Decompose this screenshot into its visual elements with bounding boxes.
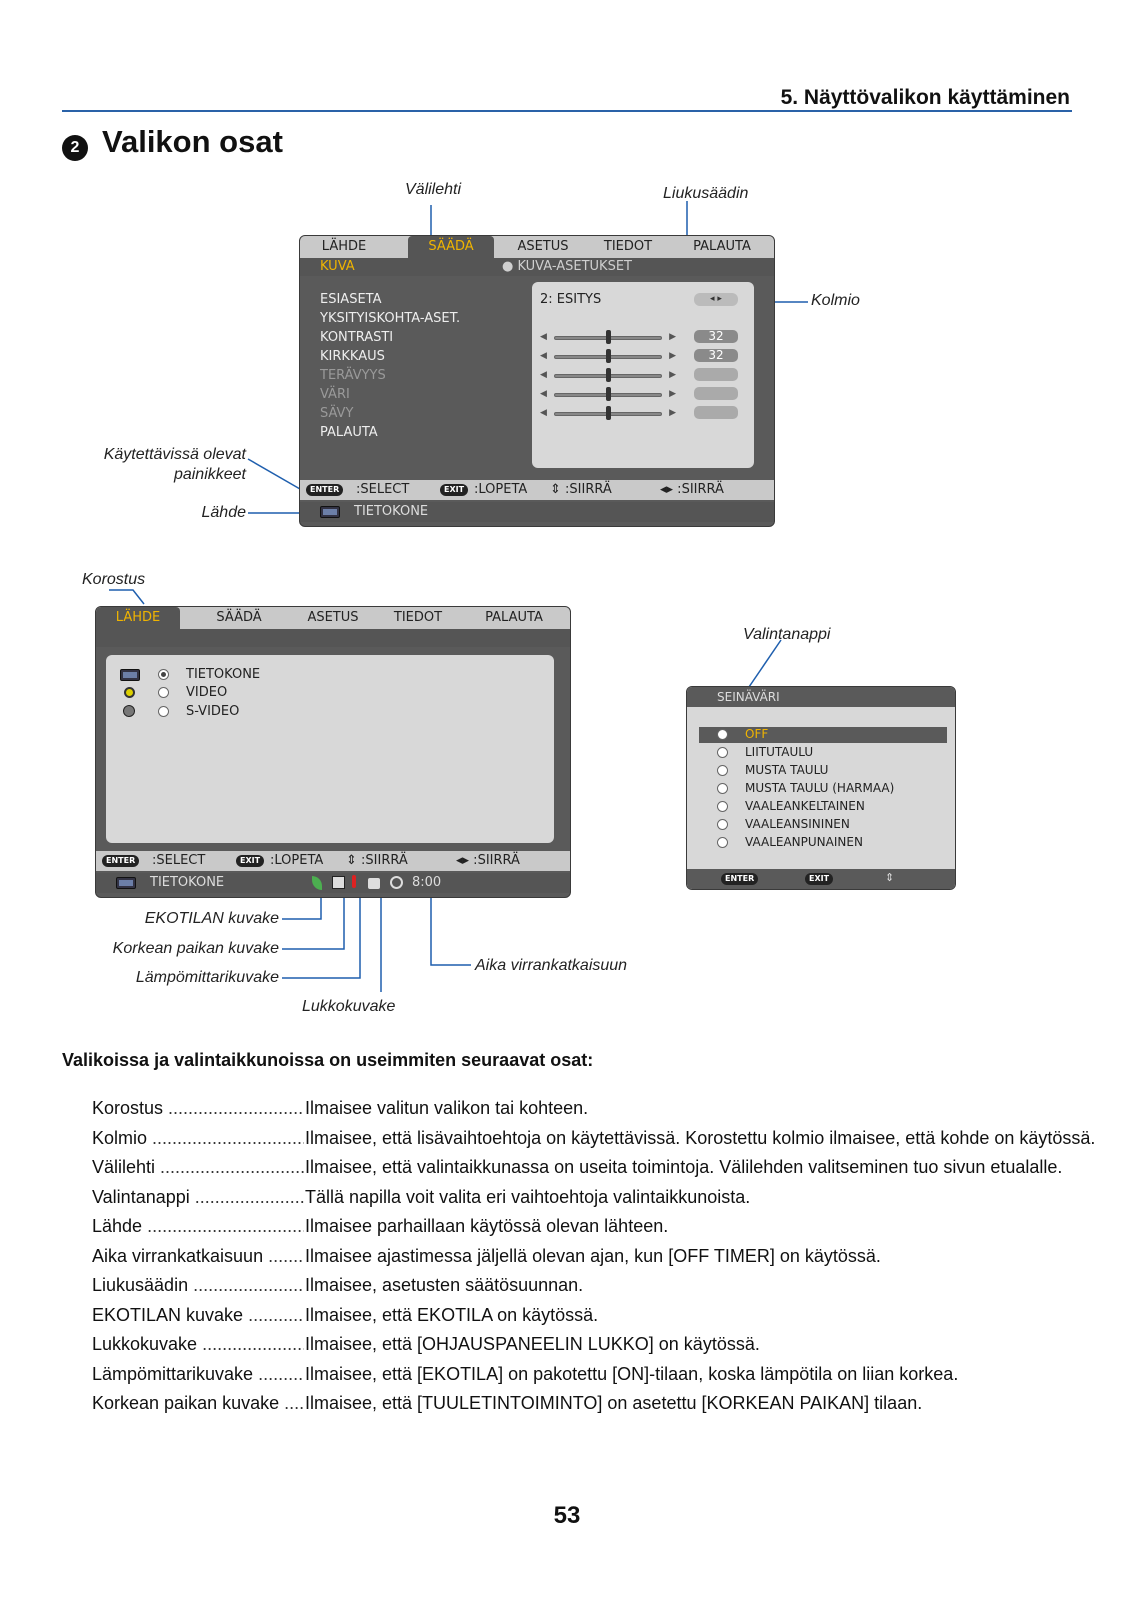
enter-key-icon: ENTER <box>306 484 343 496</box>
definition-desc: Ilmaisee, että lisävaihtoehtoja on käytettävissä. Korostettu kolmio ilmaisee, että kohde on käytössä. <box>305 1124 1095 1154</box>
tab-lahde[interactable]: LÄHDE <box>96 607 180 629</box>
menu2-button-bar <box>96 851 570 871</box>
dialog-button-bar <box>687 869 955 889</box>
definition-term: Lukkokuvake ..... <box>92 1330 304 1360</box>
menu-saada <box>299 235 775 527</box>
select-hint: :SELECT <box>152 853 206 868</box>
tab-saada[interactable]: SÄÄDÄ <box>216 610 262 625</box>
source-name: TIETOKONE <box>354 504 429 519</box>
radio-vaaleanpunainen[interactable] <box>717 837 728 848</box>
source-video[interactable]: VIDEO <box>186 685 228 700</box>
menu-lahde <box>95 606 571 898</box>
radio-svideo[interactable] <box>158 706 169 717</box>
item-savy: SÄVY <box>320 406 354 421</box>
triangle-selector-icon[interactable]: ◂ ▸ <box>694 293 738 306</box>
option-vaaleankeltainen[interactable]: VAALEANKELTAINEN <box>745 799 865 813</box>
dialog-seinavari <box>686 686 956 890</box>
section-number-badge: 2 <box>62 135 88 161</box>
item-esiaseta[interactable]: ESIASETA <box>320 292 382 307</box>
slider-teravyys <box>540 368 676 382</box>
move-leftright-hint: ◂▸ :SIIRRÄ <box>456 853 520 868</box>
definitions-intro: Valikoissa ja valintaikkunoissa on useimmiten seuraavat osat: <box>62 1050 594 1070</box>
definition-desc: Ilmaisee, että [OHJAUSPANEELIN LUKKO] on käytössä. <box>305 1330 760 1360</box>
definition-desc: Ilmaisee, että valintaikkunassa on useita toimintoja. Välilehden valitseminen tuo sivun etualalle. <box>305 1153 1062 1183</box>
updown-arrow-icon: ⇕ <box>885 871 895 884</box>
callout-korkea: Korkean paikan kuvake <box>112 940 279 957</box>
definition-term: Lähde ..... <box>92 1212 304 1242</box>
slider-kontrasti[interactable] <box>540 330 676 344</box>
preset-value: 2: ESITYS <box>540 292 602 307</box>
chapter-title: 5. Näyttövalikon käyttäminen <box>780 86 1070 109</box>
dialog-title: SEINÄVÄRI <box>687 687 955 707</box>
left-triangle-icon: ◀ <box>540 351 547 361</box>
item-teravyys: TERÄVYYS <box>320 368 386 383</box>
definition-term: EKOTILAN kuvake ..... <box>92 1301 304 1331</box>
right-triangle-icon: ▶ <box>669 389 676 399</box>
exit-key-icon: EXIT <box>236 855 264 867</box>
left-triangle-icon: ◀ <box>540 332 547 342</box>
option-off[interactable]: OFF <box>745 727 769 741</box>
menu2-subbar <box>96 629 570 647</box>
menu1-right-panel <box>532 282 754 468</box>
slider-knob <box>606 406 611 420</box>
definition-desc: Ilmaisee, asetusten säätösuunnan. <box>305 1271 583 1301</box>
menu2-tab-bar <box>96 607 570 629</box>
definition-desc: Ilmaisee valitun valikon tai kohteen. <box>305 1094 588 1124</box>
item-kontrasti[interactable]: KONTRASTI <box>320 330 394 345</box>
radio-vaaleankeltainen[interactable] <box>717 801 728 812</box>
option-vaaleanpunainen[interactable]: VAALEANPUNAINEN <box>745 835 863 849</box>
eco-mode-icon <box>312 876 322 890</box>
item-vari: VÄRI <box>320 387 350 402</box>
slider-knob <box>606 368 611 382</box>
tab-asetus[interactable]: ASETUS <box>307 610 359 625</box>
definition-term: Liukusäädin ..... <box>92 1271 304 1301</box>
menu1-subbar <box>300 258 774 276</box>
definition-desc: Ilmaisee ajastimessa jäljellä olevan ajan, kun [OFF TIMER] on käytössä. <box>305 1242 881 1272</box>
slider-savy <box>540 406 676 420</box>
page-number: 53 <box>553 1502 581 1529</box>
item-kirkkaus[interactable]: KIRKKAUS <box>320 349 385 364</box>
definition-term: Korkean paikan kuvake ..... <box>92 1389 304 1419</box>
menu2-panel <box>106 655 554 843</box>
item-palauta[interactable]: PALAUTA <box>320 425 378 440</box>
definition-term: Lämpömittarikuvake ..... <box>92 1360 304 1390</box>
video-source-icon <box>124 687 135 698</box>
definition-term: Kolmio ..... <box>92 1124 304 1154</box>
definition-desc: Ilmaisee, että EKOTILA on käytössä. <box>305 1301 598 1331</box>
menu2-status-bar <box>96 873 570 893</box>
source-tietokone[interactable]: TIETOKONE <box>186 667 261 682</box>
option-musta-taulu-harmaa[interactable]: MUSTA TAULU (HARMAA) <box>745 781 895 795</box>
left-triangle-icon: ◀ <box>540 370 547 380</box>
radio-off[interactable] <box>717 729 728 740</box>
menu1-tab-bar <box>300 236 774 258</box>
value-savy <box>694 406 738 419</box>
subtab-kuva[interactable]: KUVA <box>320 259 355 274</box>
source-svideo[interactable]: S-VIDEO <box>186 704 240 719</box>
slider-kirkkaus[interactable] <box>540 349 676 363</box>
exit-key-icon: EXIT <box>440 484 468 496</box>
move-leftright-hint: ◂▸ :SIIRRÄ <box>660 482 724 497</box>
tab-asetus[interactable]: ASETUS <box>517 239 569 254</box>
definition-desc: Ilmaisee, että [EKOTILA] on pakotettu [ON]-tilaan, koska lämpötila on liian korkea. <box>305 1360 958 1390</box>
value-kontrasti: 32 <box>694 330 738 343</box>
callout-valilehti: Välilehti <box>405 181 462 198</box>
callout-lampo: Lämpömittarikuvake <box>135 969 279 986</box>
option-vaaleansininen[interactable]: VAALEANSININEN <box>745 817 850 831</box>
option-musta-taulu[interactable]: MUSTA TAULU <box>745 763 829 777</box>
value-teravyys <box>694 368 738 381</box>
tab-tiedot[interactable]: TIEDOT <box>393 610 443 625</box>
definition-desc: Tällä napilla voit valita eri vaihtoehtoja valintaikkunoista. <box>305 1183 750 1213</box>
tab-palauta[interactable]: PALAUTA <box>485 610 543 625</box>
exit-key-icon: EXIT <box>805 873 833 885</box>
value-kirkkaus: 32 <box>694 349 738 362</box>
callout-lukko: Lukkokuvake <box>302 998 396 1015</box>
menu1-button-bar <box>300 480 774 500</box>
definition-term: Korostus ..... <box>92 1094 304 1124</box>
thermometer-icon <box>352 875 356 888</box>
slider-vari <box>540 387 676 401</box>
callout-kolmio: Kolmio <box>811 292 860 309</box>
callout-painikkeet-1: Käytettävissä olevat <box>103 446 246 463</box>
move-updown-hint: ⇕ :SIIRRÄ <box>346 853 408 868</box>
radio-liitutaulu[interactable] <box>717 747 728 758</box>
callout-aika: Aika virrankatkaisuun <box>475 957 628 974</box>
radio-musta-taulu[interactable] <box>717 765 728 776</box>
option-highlight <box>699 727 947 743</box>
move-updown-hint: ⇕ :SIIRRÄ <box>550 482 612 497</box>
computer-source-icon <box>116 877 136 889</box>
callout-ekotila: EKOTILAN kuvake <box>144 910 279 927</box>
menu1-status-bar <box>300 502 774 522</box>
lopeta-hint: :LOPETA <box>270 853 324 868</box>
item-yksityiskohta[interactable]: YKSITYISKOHTA-ASET. <box>320 311 461 326</box>
left-triangle-icon: ◀ <box>540 408 547 418</box>
definition-term: Valintanappi ..... <box>92 1183 304 1213</box>
off-timer-value: 8:00 <box>412 875 442 890</box>
right-triangle-icon: ▶ <box>669 370 676 380</box>
enter-key-icon: ENTER <box>102 855 139 867</box>
tab-lahde[interactable]: LÄHDE <box>321 239 367 254</box>
radio-vaaleansininen[interactable] <box>717 819 728 830</box>
tab-tiedot[interactable]: TIEDOT <box>603 239 653 254</box>
definition-term: Aika virrankatkaisuun ..... <box>92 1242 304 1272</box>
option-liitutaulu[interactable]: LIITUTAULU <box>745 745 814 759</box>
right-triangle-icon: ▶ <box>669 332 676 342</box>
slider-knob[interactable] <box>606 349 611 363</box>
definition-term: Välilehti ..... <box>92 1153 304 1183</box>
select-hint: :SELECT <box>356 482 410 497</box>
definition-desc: Ilmaisee, että [TUULETINTOIMINTO] on asetettu [KORKEAN PAIKAN] tilaan. <box>305 1389 922 1419</box>
right-triangle-icon: ▶ <box>669 351 676 361</box>
slider-knob <box>606 387 611 401</box>
computer-source-icon <box>120 669 140 681</box>
subtab-kuva-asetukset[interactable]: ● KUVA-ASETUKSET <box>502 259 632 274</box>
menu1-left-panel <box>314 282 532 468</box>
radio-musta-taulu-harmaa[interactable] <box>717 783 728 794</box>
callout-korostus: Korostus <box>82 571 146 588</box>
left-triangle-icon: ◀ <box>540 389 547 399</box>
right-triangle-icon: ▶ <box>669 408 676 418</box>
slider-knob[interactable] <box>606 330 611 344</box>
radio-tietokone[interactable] <box>158 669 169 680</box>
source-name: TIETOKONE <box>150 875 225 890</box>
callout-painikkeet-2: painikkeet <box>173 466 246 483</box>
high-altitude-icon <box>332 876 345 889</box>
radio-video[interactable] <box>158 687 169 698</box>
svideo-source-icon <box>123 705 135 717</box>
section-title: Valikon osat <box>102 124 283 159</box>
tab-palauta[interactable]: PALAUTA <box>693 239 751 254</box>
lock-icon <box>368 878 380 889</box>
callout-liukusaadin: Liukusäädin <box>663 185 749 202</box>
callout-valintanappi: Valintanappi <box>743 626 831 643</box>
value-vari <box>694 387 738 400</box>
definition-desc: Ilmaisee parhaillaan käytössä olevan lähteen. <box>305 1212 668 1242</box>
computer-source-icon <box>320 506 340 518</box>
lopeta-hint: :LOPETA <box>474 482 528 497</box>
enter-key-icon: ENTER <box>721 873 758 885</box>
callout-lahde: Lähde <box>201 504 246 521</box>
clock-icon <box>390 876 403 889</box>
tab-saada[interactable]: SÄÄDÄ <box>408 236 494 258</box>
